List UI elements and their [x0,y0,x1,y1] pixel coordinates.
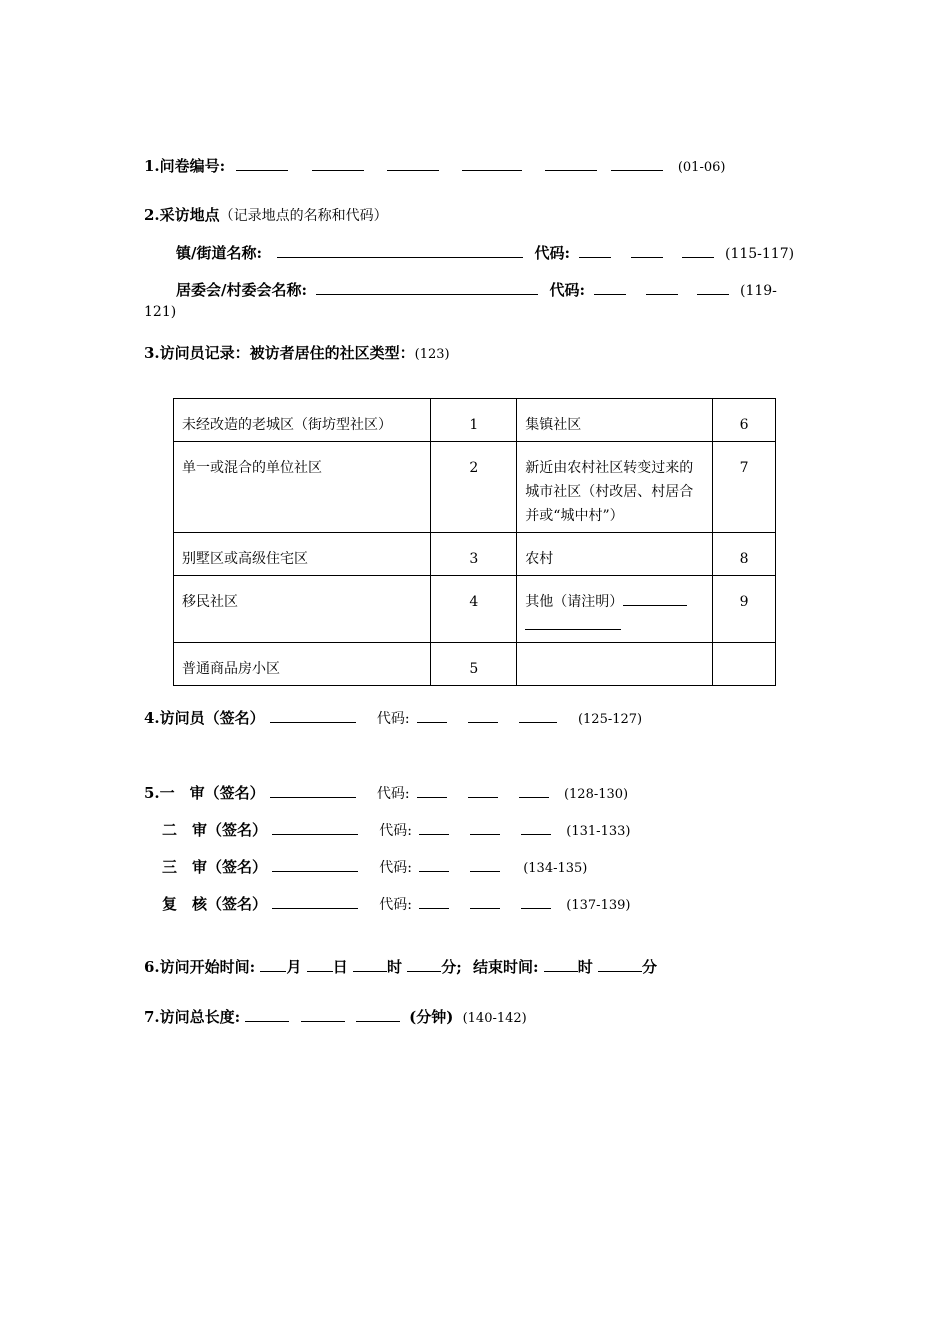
q7-code-range: (140-142) [462,1011,527,1026]
review-code-blank[interactable] [470,820,500,835]
q1-blank-4[interactable] [462,156,522,171]
community-option-2[interactable]: 单一或混合的单位社区 [174,442,431,533]
option-code-5: 5 [431,643,517,686]
review-code-blank[interactable] [470,857,500,872]
community-type-table [173,398,776,686]
review-row-2 [162,819,630,840]
q7-line [144,1006,527,1027]
q4-code-blank-1[interactable] [417,708,447,723]
review-label-3: 三 审（签名） [162,858,268,876]
q1-blank-2[interactable] [312,156,364,171]
review-signature-field-4[interactable] [272,894,358,909]
community-option-9-cell[interactable] [517,576,713,643]
review-signature-field-3[interactable] [272,857,358,872]
q4-code-label: 代码: [376,711,410,727]
table-row [174,643,776,686]
review-code-range-3: (134-135) [523,861,588,876]
option-code-4: 4 [431,576,517,643]
village-code-blank-3[interactable] [697,280,729,295]
q1-blank-5[interactable] [545,156,597,171]
duration-blank-2[interactable] [301,1007,345,1022]
town-name-field[interactable] [277,243,523,258]
q4-code-blank-2[interactable] [468,708,498,723]
other-specify-field-cont[interactable] [525,615,621,630]
q2-note: （记录地点的名称和代码） [219,208,388,224]
q1-line [144,155,725,176]
review-code-blank[interactable] [419,894,449,909]
q4-code-blank-3[interactable] [519,708,557,723]
q1-blank-6[interactable] [611,156,663,171]
table-row [174,442,776,533]
review-code-range-2: (131-133) [566,824,631,839]
village-code-blank-2[interactable] [646,280,678,295]
community-option-4[interactable]: 移民社区 [174,576,431,643]
start-hour-field[interactable] [353,957,387,972]
q2-label: 2.采访地点 [144,206,220,224]
start-day-field[interactable] [307,957,333,972]
option-code-8: 8 [713,533,776,576]
town-code-label: 代码: [534,244,571,262]
q6-line [144,956,657,977]
review-code-label-1: 代码: [376,786,410,802]
town-code-blank-1[interactable] [579,243,611,258]
review-code-blank[interactable] [419,820,449,835]
review-row-3 [162,856,587,877]
q4-line [144,707,642,728]
village-code-range: (119- [739,283,777,299]
end-minute-field[interactable] [598,957,642,972]
q2-village-line [176,279,777,300]
end-minute-unit: 分 [642,958,658,976]
empty-cell [517,643,713,686]
review-code-blank[interactable] [419,857,449,872]
table-row [174,533,776,576]
community-option-5[interactable]: 普通商品房小区 [174,643,431,686]
minute-unit: 分; [441,958,462,976]
option-code-1: 1 [431,399,517,442]
review-label-4: 复 核（签名） [162,895,268,913]
option-code-7: 7 [713,442,776,533]
q2-town-line [176,242,794,263]
review-code-blank[interactable] [519,783,549,798]
review-code-label-4: 代码: [379,897,412,913]
review-code-blank[interactable] [417,783,447,798]
village-label: 居委会/村委会名称: [176,281,308,299]
community-option-9: 其他（请注明） [525,594,624,610]
village-code-range-cont: 121) [144,304,177,320]
q4-label: 4.访问员（签名） [144,709,265,727]
other-specify-field[interactable] [623,591,687,606]
end-hour-unit: 时 [577,958,593,976]
village-code-label: 代码: [549,281,586,299]
hour-unit: 时 [386,958,402,976]
option-code-6: 6 [713,399,776,442]
town-code-blank-3[interactable] [682,243,714,258]
q7-label: 7.访问总长度: [144,1008,241,1026]
review-code-blank[interactable] [468,783,498,798]
q1-label: 1.问卷编号: [144,157,226,175]
review-signature-field-1[interactable] [270,783,356,798]
review-signature-field-2[interactable] [272,820,358,835]
village-code-blank-1[interactable] [594,280,626,295]
town-label: 镇/街道名称: [176,244,263,262]
review-label-1: 5.一 审（签名） [144,784,265,802]
q6-label: 6.访问开始时间: [144,958,256,976]
end-time-label: 结束时间: [472,958,539,976]
community-option-8[interactable]: 农村 [517,533,713,576]
q3-label: 3.访问员记录：被访者居住的社区类型： [144,344,415,362]
interviewer-signature-field[interactable] [270,708,356,723]
review-code-label-3: 代码: [379,860,412,876]
review-label-2: 二 审（签名） [162,821,268,839]
review-code-range-4: (137-139) [566,898,631,913]
table-row [174,576,776,643]
option-code-3: 3 [431,533,517,576]
duration-blank-3[interactable] [356,1007,400,1022]
town-code-range: (115-117) [724,246,795,262]
duration-blank-1[interactable] [245,1007,289,1022]
review-code-range-1: (128-130) [563,787,629,802]
village-name-field[interactable] [316,280,538,295]
q4-code-range: (125-127) [577,712,643,727]
q1-code: (01-06) [677,160,726,175]
community-option-6[interactable]: 集镇社区 [517,399,713,442]
community-option-3[interactable]: 别墅区或高级住宅区 [174,533,431,576]
review-row-1 [144,782,628,803]
review-code-blank[interactable] [521,894,551,909]
q1-blank-3[interactable] [387,156,439,171]
q2-heading [144,204,388,225]
review-code-label-2: 代码: [379,823,412,839]
review-code-blank[interactable] [470,894,500,909]
community-option-1[interactable]: 未经改造的老城区（街坊型社区） [174,399,431,442]
option-code-9: 9 [713,576,776,643]
end-hour-field[interactable] [544,957,578,972]
month-unit: 月 [286,958,302,976]
empty-cell-num [713,643,776,686]
review-code-blank[interactable] [521,820,551,835]
town-code-blank-2[interactable] [631,243,663,258]
q3-code: (123) [414,347,450,362]
option-code-2: 2 [431,442,517,533]
start-month-field[interactable] [260,957,286,972]
duration-unit: (分钟) [409,1008,454,1026]
review-row-4 [162,893,630,914]
table-row [174,399,776,442]
community-option-7[interactable]: 新近由农村社区转变过来的城市社区（村改居、村居合并或“城中村”） [517,442,713,533]
day-unit: 日 [332,958,348,976]
q3-heading [144,342,450,363]
start-minute-field[interactable] [407,957,441,972]
q1-blank-1[interactable] [236,156,288,171]
